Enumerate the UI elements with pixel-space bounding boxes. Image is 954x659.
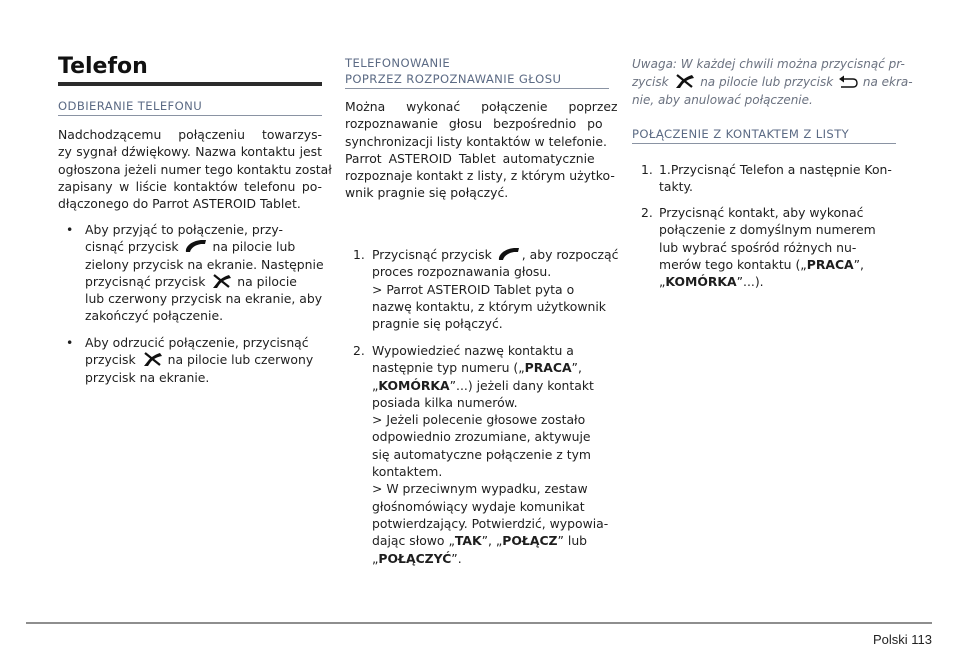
text: „	[372, 377, 379, 393]
bullet-line: zakończyć połączenie.	[85, 308, 224, 324]
intro-line: zapisany w liście kontaktów telefonu po-	[58, 178, 322, 194]
bullet-line	[85, 238, 324, 255]
text: na ekra-	[862, 75, 913, 89]
step-line: kontaktem.	[372, 464, 443, 480]
step-line: odpowiednio zrozumiane, aktywuje	[372, 429, 591, 445]
bullet-line	[85, 273, 324, 290]
step-line: > Parrot ASTEROID Tablet pyta o	[372, 281, 575, 297]
text: przycisnąć przycisk	[85, 273, 206, 289]
text: ”, „	[481, 533, 503, 549]
section-heading-voice	[345, 55, 609, 89]
step-line	[372, 377, 608, 394]
intro-line: Nadchodzącemu połączeniu towarzys-	[58, 127, 322, 142]
step-line: Przycisnąć kontakt, aby wykonać	[659, 205, 864, 220]
page-title: Telefon	[58, 54, 148, 79]
text: przycisk	[85, 352, 136, 368]
intro-line: rozpoznaje kontakt z listy, z którym użytko-	[345, 168, 615, 184]
phone-hangup-icon	[140, 351, 164, 367]
text: ”...).	[736, 274, 764, 290]
step-line: > Jeżeli polecenie głosowe zostało	[372, 412, 586, 428]
step-line: posiada kilka numerów.	[372, 394, 518, 410]
text: ”...) jeżeli dany kontakt	[449, 377, 594, 393]
intro-line: rozpoznawanie głosu bezpośrednio po	[345, 116, 603, 132]
cancel-note	[632, 55, 913, 109]
text: ”,	[853, 256, 864, 272]
phone-call-icon	[183, 238, 209, 254]
text: ” lub	[557, 533, 588, 549]
text: „	[659, 274, 666, 290]
text: „	[372, 550, 379, 566]
step-number: 2.	[641, 205, 653, 220]
text: ”,	[571, 360, 582, 376]
title-rule	[58, 82, 322, 86]
intro-line: Parrot ASTEROID Tablet automatycznie	[345, 150, 595, 166]
text: na pilocie	[237, 273, 297, 289]
text: Przycisnąć przycisk	[372, 247, 492, 262]
step-line: nazwę kontaktu, z którym użytkownik	[372, 298, 606, 314]
step-line: pragnie się połączyć.	[372, 316, 503, 332]
step-line: się automatyczne połączenie z tym	[372, 446, 591, 462]
keyword-praca: PRACA	[524, 360, 572, 376]
intro-line: ogłoszona jeżeli numer tego kontaktu został	[58, 161, 332, 177]
answering-intro	[58, 126, 332, 212]
section-heading-answering: ODBIERANIE TELEFONU	[58, 98, 322, 116]
step-line: > W przeciwnym wypadku, zestaw	[372, 481, 588, 497]
text: , aby rozpocząć	[521, 247, 619, 262]
back-arrow-icon	[837, 75, 859, 89]
keyword-tak: TAK	[454, 533, 482, 549]
step-number: 1.	[353, 247, 365, 262]
keyword-komorka: KOMÓRKA	[378, 377, 450, 393]
section-heading-contact-list: POŁĄCZENIE Z KONTAKTEM Z LISTY	[632, 126, 896, 144]
keyword-polacz: POŁĄCZ	[502, 533, 558, 549]
intro-line: dłączonego do Parrot ASTEROID Tablet.	[58, 196, 301, 212]
step-line: głośnomówiący wydaje komunikat	[372, 498, 585, 514]
step-line: takty.	[659, 179, 693, 195]
bullet-line: lub czerwony przycisk na ekranie, aby	[85, 291, 323, 307]
text: dając słowo „	[372, 533, 455, 549]
step-line: proces rozpoznawania głosu.	[372, 264, 552, 280]
intro-line: wnik pragnie się połączyć.	[345, 185, 509, 201]
intro-line: zy sygnał dźwiękowy. Nazwa kontaktu jest	[58, 144, 322, 160]
step-line: Wypowiedzieć nazwę kontaktu a	[372, 343, 574, 358]
note-line: Uwaga: W każdej chwili można przycisnąć pr-	[632, 57, 905, 71]
text: merów tego kontaktu („	[659, 256, 807, 272]
bullet-line	[85, 351, 313, 368]
step-line: połączenie z domyślnym numerem	[659, 222, 876, 238]
bullet-line: Aby przyjąć to połączenie, przy-	[85, 222, 283, 237]
step-line	[372, 246, 618, 263]
step-line	[372, 359, 608, 376]
phone-hangup-icon	[672, 73, 696, 89]
text: na pilocie lub	[212, 239, 296, 255]
step-line: lub wybrać spośród różnych nu-	[659, 239, 857, 255]
phone-hangup-icon	[209, 273, 233, 289]
bullet-marker: •	[66, 222, 74, 237]
text: cisnąć przycisk	[85, 239, 179, 255]
keyword-polaczyc: POŁĄCZYĆ	[378, 550, 452, 566]
step-line: 1.Przycisnąć Telefon a następnie Kon-	[659, 162, 892, 177]
step-line: potwierdzający. Potwierdzić, wypowia-	[372, 515, 609, 531]
heading-line: TELEFONOWANIE	[345, 56, 451, 70]
bullet-line: zielony przycisk na ekranie. Następnie	[85, 256, 324, 272]
step-number: 1.	[641, 162, 653, 177]
bullet-line: Aby odrzucić połączenie, przycisnąć	[85, 335, 309, 350]
page-number: Polski 113	[872, 632, 932, 647]
text: następnie typ numeru („	[372, 360, 525, 376]
step-number: 2.	[353, 343, 365, 358]
voice-intro	[345, 98, 618, 202]
bullet-line: przycisk na ekranie.	[85, 369, 210, 385]
footer-rule	[26, 622, 932, 624]
text: zycisk	[632, 75, 669, 89]
intro-line: Można wykonać połączenie poprzez	[345, 99, 618, 114]
heading-line: POPRZEZ ROZPOZNAWANIE GŁOSU	[345, 72, 562, 86]
bullet-marker: •	[66, 335, 74, 350]
note-line	[632, 73, 913, 91]
text: na pilocie lub czerwony	[167, 352, 314, 368]
step-line	[372, 550, 608, 567]
intro-line: synchronizacji listy kontaktów w telefonie.	[345, 133, 607, 149]
note-line: nie, aby anulować połączenie.	[632, 93, 813, 107]
step-line	[659, 273, 876, 290]
keyword-praca: PRACA	[806, 256, 854, 272]
keyword-komorka: KOMÓRKA	[665, 274, 737, 290]
step-line	[372, 532, 608, 549]
step-line	[659, 256, 876, 273]
text: na pilocie lub przycisk	[700, 75, 834, 89]
text: ”.	[451, 550, 462, 566]
phone-call-icon	[496, 246, 522, 262]
